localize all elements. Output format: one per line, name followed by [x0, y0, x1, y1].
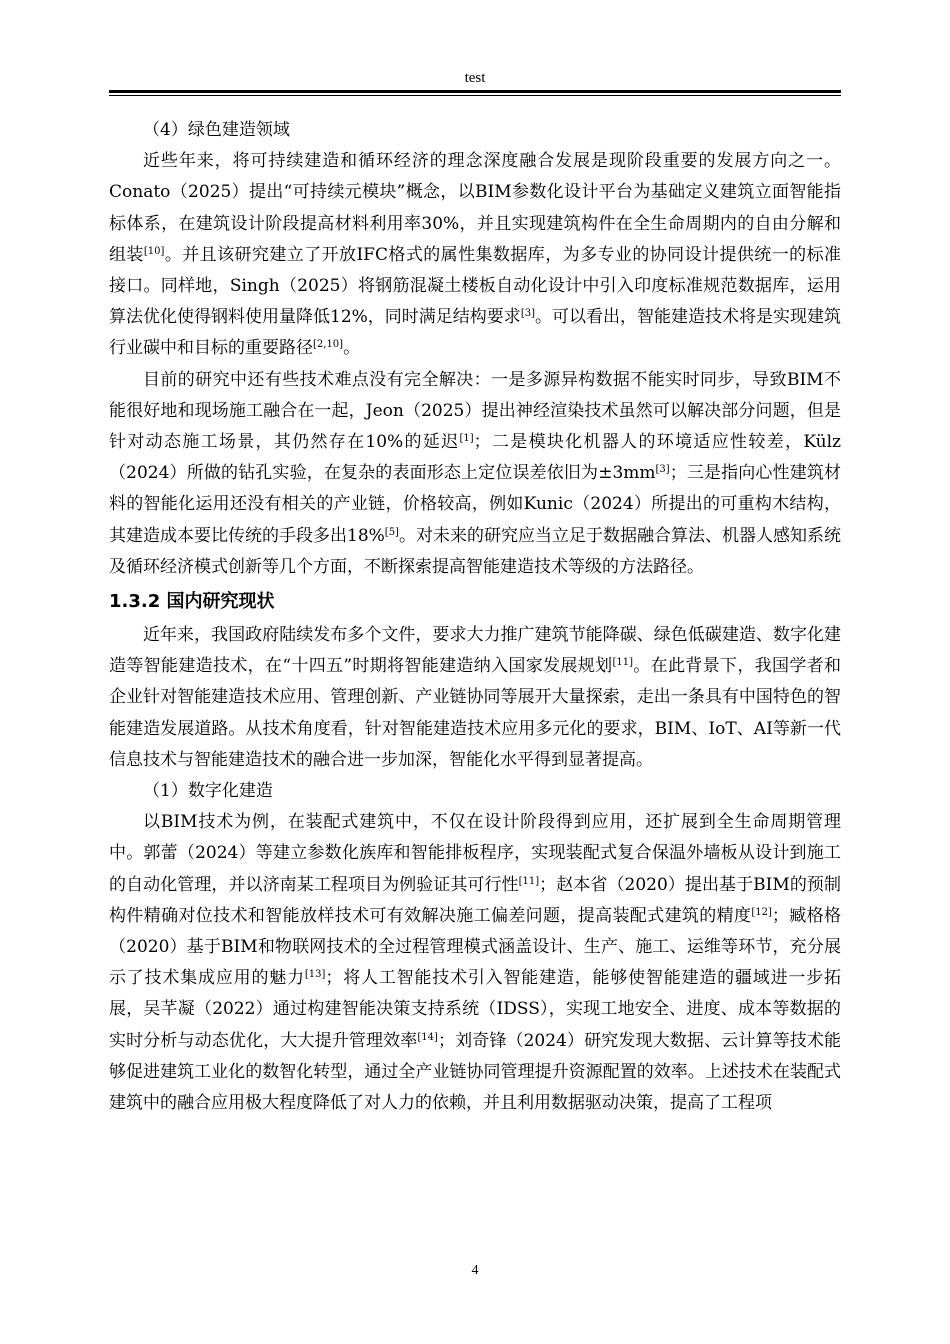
text-run: 。	[343, 338, 361, 359]
text-run: ；三是指向心性建筑材料的智能化运用还没有相关的产业链，价格较高，例如Kunic（2024）所提出的可重构木结构，其建造成本要比传统的手段多出18%	[109, 463, 841, 546]
document-body	[109, 115, 841, 1119]
citation: [10]	[143, 245, 165, 257]
citation: [3]	[520, 308, 535, 320]
paragraph-domestic-2	[109, 807, 841, 1119]
citation: [13]	[304, 969, 326, 981]
text-run: 目前的研究中还有些技术难点没有完全解决：一是多源异构数据不能实时同步，导致BIM不能很好地和现场施工融合在一起，Jeon（2025）提出神经渲染技术虽然可以解决部分问题，但是针对动态施工场景，其仍然存在10%的延迟	[109, 369, 841, 453]
text-run: 。可以看出，智能建造技术将是实现建筑行业碳中和目标的重要路径	[109, 307, 841, 359]
citation: [5]	[384, 526, 399, 538]
text-run: ；二是模块化机器人的环境适应性较差，Külz（2024）所做的钻孔实验，在复杂的表面形态上定位误差依旧为±3mm	[109, 432, 841, 484]
subsection-heading-digital-construction: （1）数字化建造	[143, 781, 273, 802]
text-run: ；将人工智能技术引入智能建造，能够使智能建造的疆域进一步拓展，吴芊凝（2022）通过构建智能决策支持系统（IDSS），实现工地安全、进度、成本等数据的实时分析与动态优化，大大提升管理效率	[109, 968, 842, 1051]
text-run: 近年来，我国政府陆续发布多个文件，要求大力推广建筑节能降碳、绿色低碳建造、数字化建造等智能建造技术，在“十四五”时期将智能建造纳入国家发展规划	[109, 625, 841, 677]
text-run: 以BIM技术为例，在装配式建筑中，不仅在设计阶段得到应用，还扩展到全生命周期管理中。郭蕾（2024）等建立参数化族库和智能排板程序，实现装配式复合保温外墙板从设计到施工的自动化管理，并以济南某工程项目为例验证其可行性	[109, 812, 841, 895]
running-header: test	[464, 70, 486, 86]
paragraph-green-2	[109, 365, 841, 583]
text-run: ；臧格格（2020）基于BIM和物联网技术的全过程管理模式涵盖设计、生产、施工、运维等环节，充分展示了技术集成应用的魅力	[109, 905, 842, 989]
text-run: ；赵本省（2020）提出基于BIM的预制构件精确对位技术和智能放样技术可有效解决施工偏差问题，提高装配式建筑的精度	[109, 874, 841, 926]
text-run: 。并且该研究建立了开放IFC格式的属性集数据库，为多专业的协同设计提供统一的标准接口。同样地，Singh（2025）将钢筋混凝土楼板自动化设计中引入印度标准规范数据库，运用算法优化使得钢料使用量降低12%，同时满足结构要求	[109, 244, 841, 328]
header-rule-thick	[109, 90, 841, 93]
citation: [3]	[655, 464, 670, 476]
citation: [2,10]	[313, 339, 344, 351]
text-run: 。对未来的研究应当立足于数据融合算法、机器人感知系统及循环经济模式创新等几个方面，不断探索提高智能建造技术等级的方法路径。	[109, 525, 841, 577]
text-run: 近些年来，将可持续建造和循环经济的理念深度融合发展是现阶段重要的发展方向之一。Conato（2025）提出“可持续元模块”概念，以BIM参数化设计平台为基础定义建筑立面智能指标体系，在建筑设计阶段提高材料利用率30%，并且实现建筑构件在全生命周期内的自由分解和组装	[109, 151, 841, 265]
paragraph-domestic-1	[109, 620, 841, 776]
subsection-heading-green-construction: （4）绿色建造领域	[143, 120, 290, 140]
section-heading-domestic-research: 1.3.2 国内研究现状	[109, 591, 275, 613]
citation: [14]	[417, 1031, 438, 1043]
citation: [1]	[459, 433, 474, 445]
text-run: ；刘奇锋（2024）研究发现大数据、云计算等技术能够促进建筑工业化的数智化转型，通过全产业链协同管理提升资源配置的效率。上述技术在装配式建筑中的融合应用极大程度降低了对人力的依赖，并且利用数据驱动决策，提高了工程项	[109, 1030, 842, 1114]
citation: [11]	[612, 657, 633, 669]
page-number: 4	[471, 1263, 479, 1278]
citation: [11]	[518, 875, 540, 887]
paragraph-green-1	[109, 146, 841, 364]
citation: [12]	[751, 906, 772, 918]
header-rule-thin	[109, 95, 841, 96]
text-run: 。在此背景下，我国学者和企业针对智能建造技术应用、管理创新、产业链协同等展开大量探索，走出一条具有中国特色的智能建造发展道路。从技术角度看，针对智能建造技术应用多元化的要求，BIM、IoT、AI等新一代信息技术与智能建造技术的融合进一步加深，智能化水平得到显著提高。	[109, 656, 841, 770]
